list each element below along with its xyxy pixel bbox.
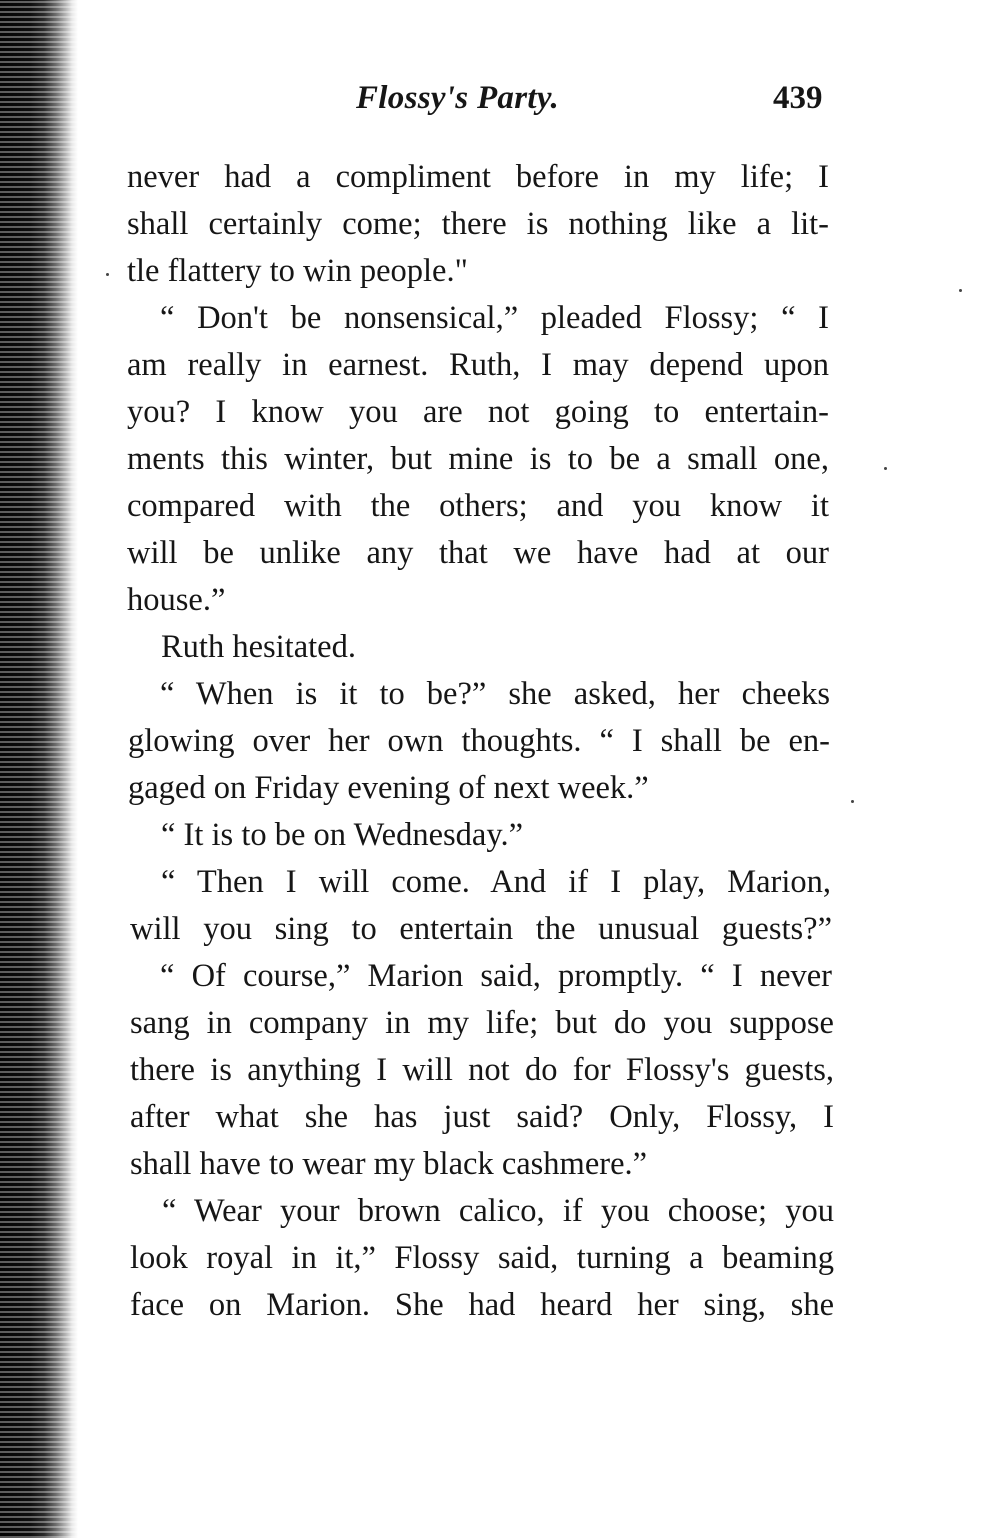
text-line: will be unlike any that we have had at our <box>127 535 829 571</box>
text-line: shall certainly come; there is nothing like a lit- <box>127 206 829 242</box>
text-line: Ruth hesitated. <box>161 629 356 665</box>
text-line: sang in company in my life; but do you suppose <box>130 1005 834 1041</box>
text-line: shall have to wear my black cashmere.” <box>130 1146 648 1182</box>
running-title: Flossy's Party. <box>356 80 560 116</box>
text-line: look royal in it,” Flossy said, turning a beaming <box>130 1240 834 1276</box>
text-line: after what she has just said? Only, Flossy, I <box>130 1099 834 1135</box>
text-line: “ Then I will come. And if I play, Marion, <box>161 864 831 900</box>
text-line: glowing over her own thoughts. “ I shall be en- <box>128 723 830 759</box>
running-header <box>0 76 1000 120</box>
text-line: never had a compliment before in my life; I <box>127 159 829 195</box>
text-line: “ Of course,” Marion said, promptly. “ I never <box>160 958 832 994</box>
paper-speck <box>851 800 854 803</box>
text-line: house.” <box>127 582 226 618</box>
text-line: compared with the others; and you know it <box>127 488 829 524</box>
text-line: “ It is to be on Wednesday.” <box>161 817 524 853</box>
binding-gutter-shadow <box>0 0 78 1538</box>
paper-speck <box>106 273 109 276</box>
text-line: “ Wear your brown calico, if you choose; you <box>162 1193 834 1229</box>
text-line: am really in earnest. Ruth, I may depend upon <box>127 347 829 383</box>
text-line: will you sing to entertain the unusual guests?” <box>130 911 832 947</box>
text-line: tle flattery to win people." <box>127 253 468 289</box>
text-line: “ Don't be nonsensical,” pleaded Flossy; “ I <box>160 300 829 336</box>
paper-speck <box>959 289 962 292</box>
text-line: there is anything I will not do for Flossy's guests, <box>130 1052 834 1088</box>
text-line: you? I know you are not going to entertain- <box>127 394 829 430</box>
text-line: ments this winter, but mine is to be a small one, <box>127 441 829 477</box>
text-line: gaged on Friday evening of next week.” <box>128 770 649 806</box>
text-line: face on Marion. She had heard her sing, she <box>130 1287 834 1323</box>
paper-speck <box>884 467 887 470</box>
page-number: 439 <box>773 80 823 116</box>
text-line: “ When is it to be?” she asked, her cheeks <box>160 676 830 712</box>
